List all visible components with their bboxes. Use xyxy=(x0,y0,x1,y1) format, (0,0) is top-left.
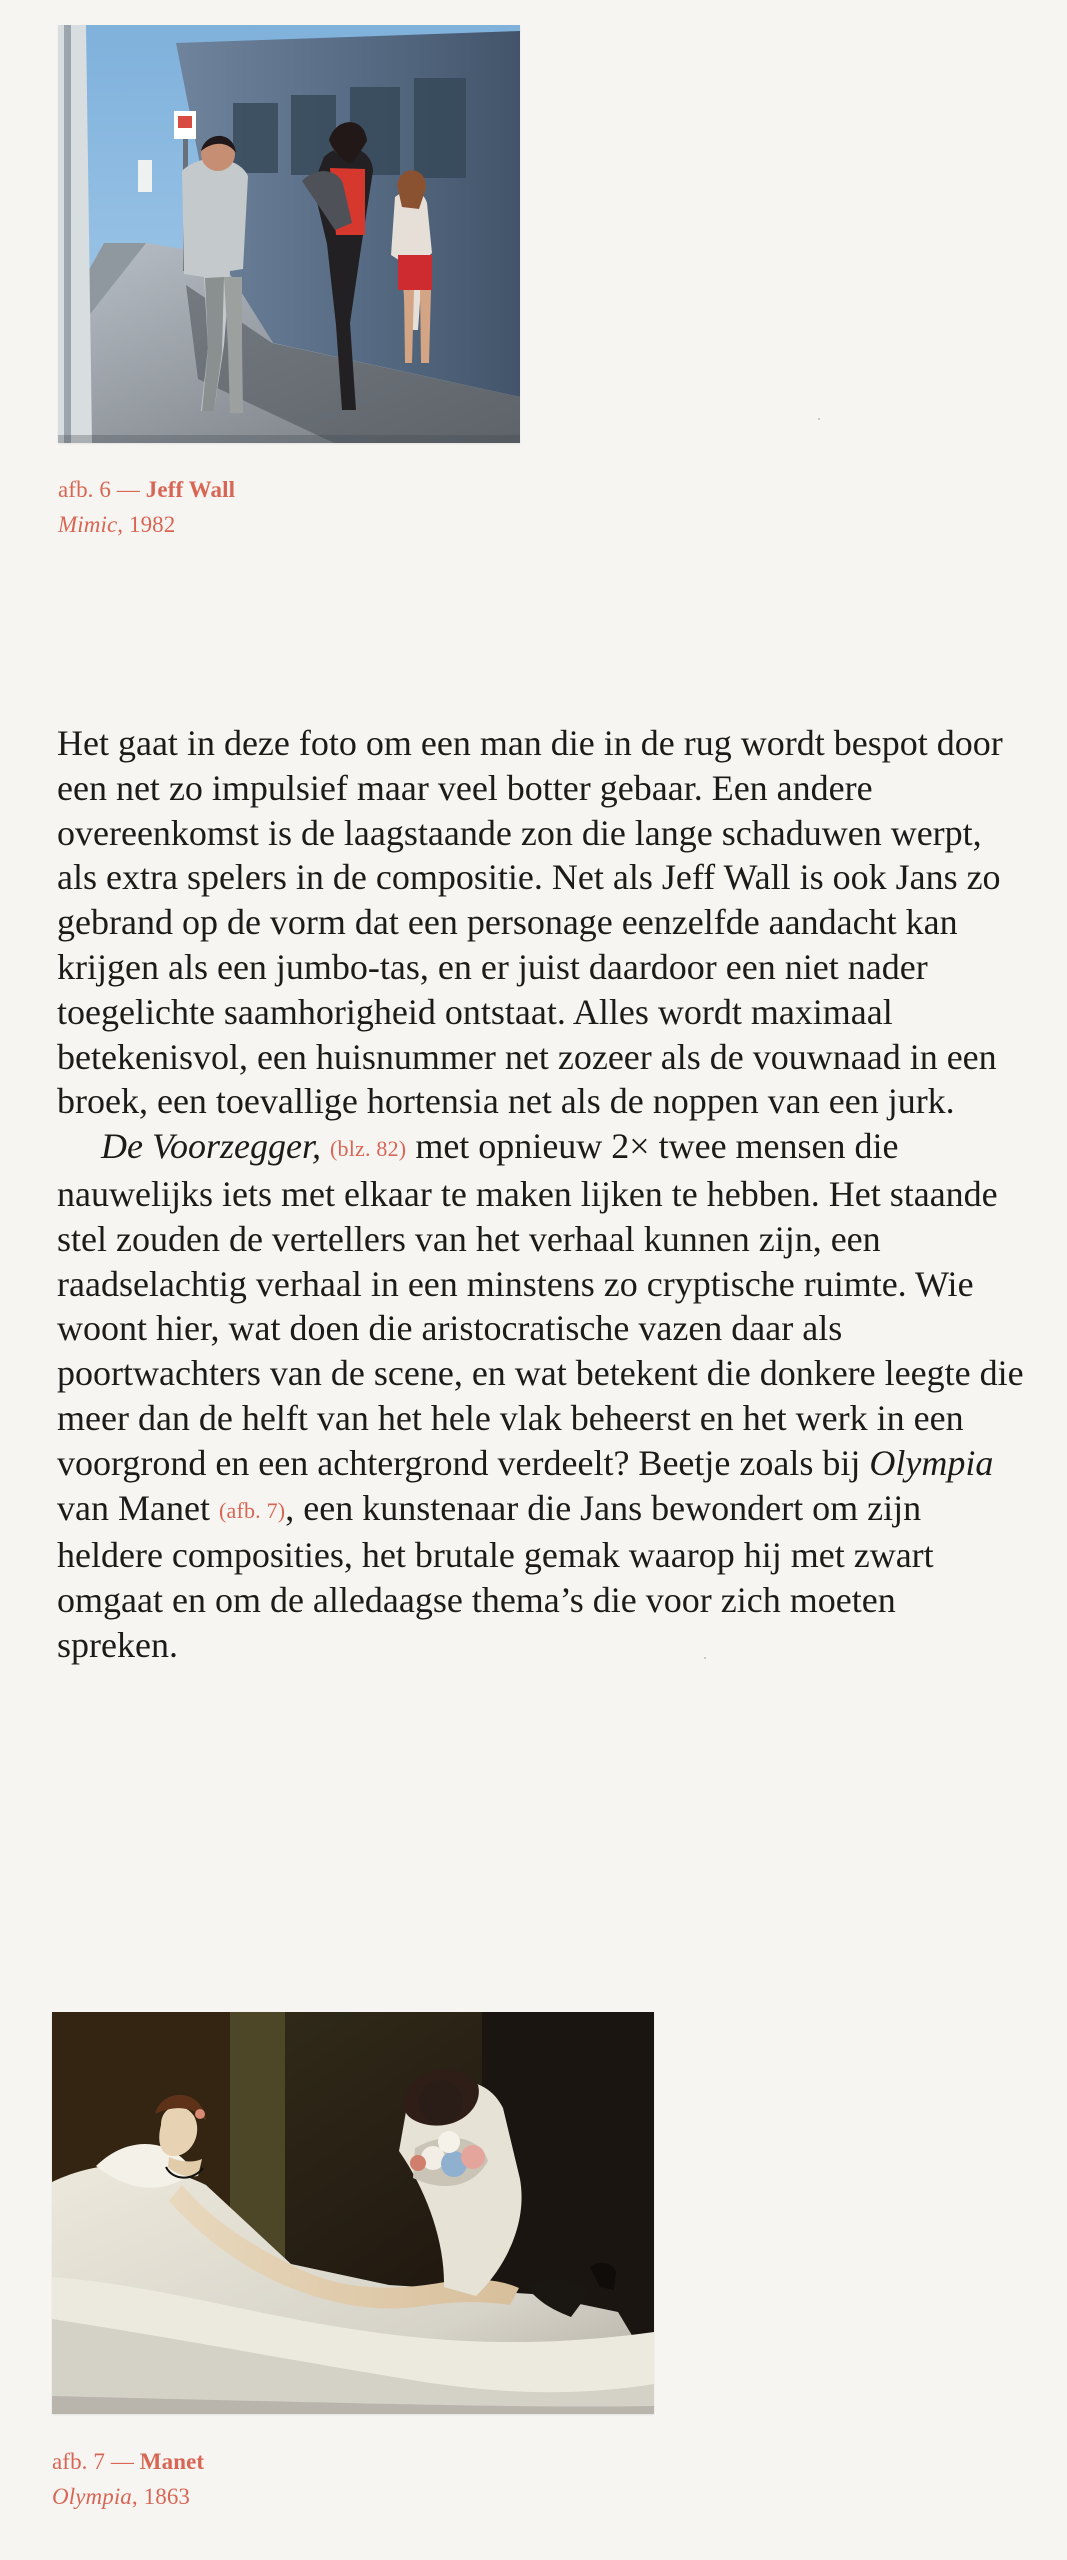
paragraph-2 xyxy=(57,1124,1025,1668)
figure-6-year: , 1982 xyxy=(117,512,176,537)
manet-olympia-painting xyxy=(52,2012,654,2414)
article-text xyxy=(57,721,1025,1668)
figure-reference: (afb. 7) xyxy=(218,1497,286,1523)
figure-7-artist: Manet xyxy=(139,2449,205,2474)
page-reference: (blz. 82) xyxy=(329,1136,407,1162)
figure-6-label: afb. 6 — xyxy=(58,477,140,502)
de-voorzegger-title: De Voorzegger, xyxy=(101,1126,321,1167)
figure-7-year: , 1863 xyxy=(131,2484,191,2509)
paragraph-2-text-3: , een kunstenaar die Jans bewondert om zijn heldere composities, het brutale gemak waarop hij met zwart omgaat en om de alledaagse thema’s die voor zich moeten spreken. xyxy=(57,1487,934,1665)
figure-7-caption-line-1 xyxy=(52,2444,204,2479)
paragraph-1: Het gaat in deze foto om een man die in de rug wordt bespot door een net zo impulsief maar veel botter gebaar. Een andere overeenkomst is de laagstaande zon die lange schaduwen werpt, als extra spelers in de compositie. Net als Jeff Wall is ook Jans zo gebrand op de vorm dat een personage eenzelfde aandacht kan krijgen als een jumbo-tas, en er juist daardoor een niet nader toegelichte saamhorigheid ontstaat. Alles wordt maximaal betekenisvol, een huisnummer net zozeer als de vouwnaad in een broek, een toevallige hortensia net als de noppen van een jurk. xyxy=(57,723,1003,1122)
figure-6-caption xyxy=(58,472,235,542)
figure-7-caption-line-2 xyxy=(52,2479,204,2514)
olympia-title: Olympia xyxy=(869,1442,994,1483)
street-photo-illustration xyxy=(58,25,520,443)
olympia-painting-illustration xyxy=(52,2012,654,2414)
figure-7-label: afb. 7 — xyxy=(52,2449,134,2474)
figure-6-title: Mimic xyxy=(58,512,118,537)
figure-7-title: Olympia xyxy=(52,2484,132,2509)
paper-speck xyxy=(977,871,979,873)
figure-6-caption-line-2 xyxy=(58,507,235,542)
paper-speck xyxy=(818,418,820,420)
paragraph-2-text-2: van Manet xyxy=(57,1487,219,1528)
figure-7-caption xyxy=(52,2444,204,2514)
jeff-wall-mimic-photo xyxy=(58,25,520,443)
figure-6-caption-line-1 xyxy=(58,472,235,507)
figure-6-artist: Jeff Wall xyxy=(145,477,236,502)
paper-speck xyxy=(704,1657,706,1659)
paragraph-2-text-1: met opnieuw 2× twee mensen die nauwelijks iets met elkaar te maken lijken te hebben. Het staande stel zouden de vertellers van het verhaal kunnen zijn, een raadselachtig verhaal in een minstens zo cryptische ruimte. Wie woont hier, wat doen die aristocratische vazen daar als poortwachters van de scene, en wat betekent die donkere leegte die meer dan de helft van het hele vlak beheerst en het werk in een voorgrond en een achtergrond verdeelt? Beetje zoals bij xyxy=(57,1126,1024,1483)
